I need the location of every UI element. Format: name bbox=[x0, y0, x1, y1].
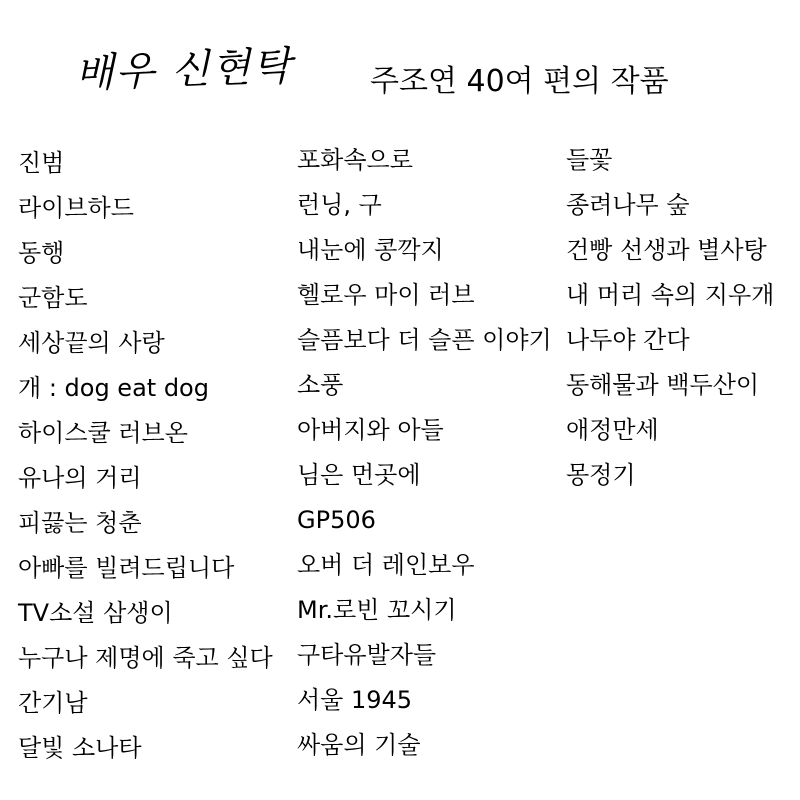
work-title: 라이브하드 bbox=[18, 194, 134, 222]
work-title: 군함도 bbox=[18, 284, 88, 312]
works-column-2 bbox=[297, 138, 552, 768]
work-title: 내눈에 콩깍지 bbox=[297, 236, 444, 264]
work-title: 소풍 bbox=[297, 371, 344, 399]
work-title: 애정만세 bbox=[566, 416, 659, 444]
page-title: 배우 신현탁 bbox=[74, 43, 294, 97]
work-title: 아버지와 아들 bbox=[297, 416, 444, 444]
work-title: 님은 먼곳에 bbox=[297, 461, 421, 489]
work-title: 런닝, 구 bbox=[297, 191, 382, 219]
work-title: 하이스쿨 러브온 bbox=[18, 419, 188, 447]
work-title: 진범 bbox=[18, 149, 65, 177]
work-title: Mr.로빈 꼬시기 bbox=[297, 596, 457, 624]
work-title: TV소설 삼생이 bbox=[18, 599, 173, 627]
work-title: 몽정기 bbox=[566, 461, 636, 489]
work-title: 서울 1945 bbox=[297, 686, 413, 714]
work-title: 유나의 거리 bbox=[18, 464, 142, 492]
work-title: 아빠를 빌려드립니다 bbox=[18, 554, 235, 582]
work-title: 구타유발자들 bbox=[297, 641, 437, 669]
work-title: 건빵 선생과 별사탕 bbox=[566, 236, 767, 264]
work-title: 동해물과 백두산이 bbox=[566, 371, 760, 399]
work-title: 동행 bbox=[18, 239, 65, 267]
work-title: 종려나무 숲 bbox=[566, 191, 690, 219]
work-title: 개 : dog eat dog bbox=[18, 374, 209, 402]
work-title: 누구나 제명에 죽고 싶다 bbox=[18, 644, 273, 672]
work-title: 세상끝의 사랑 bbox=[18, 329, 165, 357]
work-title: 오버 더 레인보우 bbox=[297, 551, 475, 579]
works-column-3 bbox=[566, 138, 774, 498]
works-column-1 bbox=[18, 141, 273, 771]
work-title: GP506 bbox=[297, 506, 376, 534]
work-title: 피끓는 청춘 bbox=[18, 509, 142, 537]
work-title: 달빛 소나타 bbox=[18, 734, 142, 762]
work-title: 나두야 간다 bbox=[566, 326, 690, 354]
work-title: 헬로우 마이 러브 bbox=[297, 281, 475, 309]
work-title: 들꽃 bbox=[566, 146, 613, 174]
work-title: 슬픔보다 더 슬픈 이야기 bbox=[297, 326, 552, 354]
page-subtitle: 주조연 40여 편의 작품 bbox=[370, 64, 669, 99]
work-title: 싸움의 기술 bbox=[297, 731, 421, 759]
work-title: 간기남 bbox=[18, 689, 88, 717]
work-title: 포화속으로 bbox=[297, 146, 413, 174]
work-title: 내 머리 속의 지우개 bbox=[566, 281, 775, 309]
